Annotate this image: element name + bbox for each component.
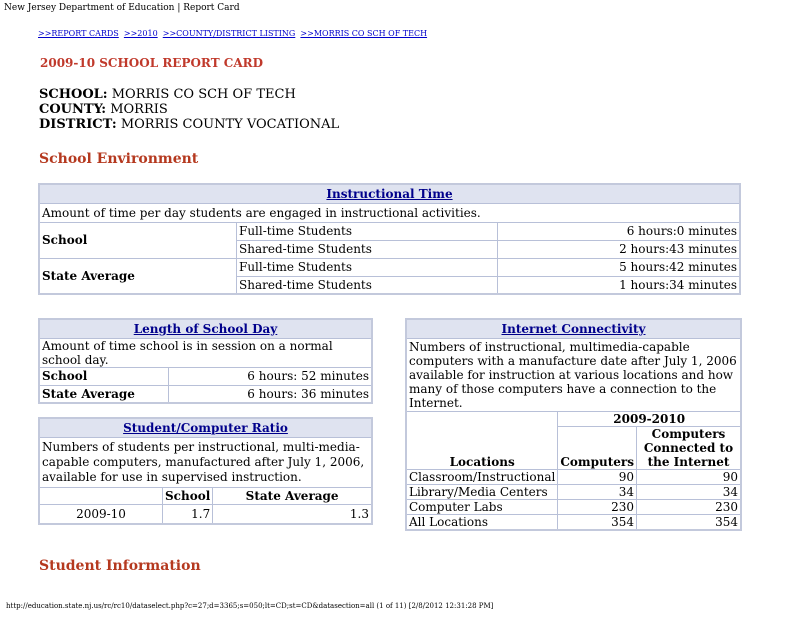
cell-label: Full-time Students [237, 222, 498, 240]
empty-header-cell [39, 487, 163, 504]
cell-value: 6 hours: 36 minutes [169, 385, 373, 403]
student-computer-ratio-link[interactable]: Student/Computer Ratio [123, 420, 288, 435]
district-label: DISTRICT: [39, 117, 117, 132]
district-name: MORRIS COUNTY VOCATIONAL [120, 117, 340, 132]
col-header-school: School [163, 487, 213, 504]
instructional-time-table [38, 183, 741, 295]
cell-value: 1.7 [163, 504, 213, 524]
row-label-state-average: State Average [39, 258, 237, 294]
breadcrumb-report-cards[interactable]: >>REPORT CARDS [38, 29, 119, 38]
cell-value: 2 hours:43 minutes [498, 240, 741, 258]
cell-label: Shared-time Students [237, 240, 498, 258]
section-student-information: Student Information [39, 558, 201, 574]
report-title: 2009-10 SCHOOL REPORT CARD [40, 56, 264, 70]
school-day-length-link[interactable]: Length of School Day [133, 321, 278, 336]
page-footer-url: http://education.state.nj.us/rc/rc10/dataselect.php?c=27;d=3365;s=050;lt=CD;st=CD&datasection=all (1 of 11) [2/8/2012 12:31:28 PM] [6, 602, 494, 610]
breadcrumb-2010[interactable]: >>2010 [123, 29, 158, 38]
row-label-state-average: State Average [39, 385, 169, 403]
col-header-connected: Computers Connected to the Internet [636, 426, 741, 469]
table-header [39, 319, 372, 338]
year-cell: 2009-10 [39, 504, 163, 524]
table-header [406, 319, 741, 338]
internet-connectivity-table [405, 318, 742, 531]
table-header [39, 418, 372, 437]
school-day-length-table [38, 318, 373, 404]
col-header-state-average: State Average [213, 487, 372, 504]
col-header-locations: Locations [406, 411, 558, 469]
computers-cell: 230 [558, 499, 637, 514]
table-header [39, 184, 740, 203]
connected-cell: 34 [636, 484, 741, 499]
breadcrumb-school[interactable]: >>MORRIS CO SCH OF TECH [300, 29, 428, 38]
cell-value: 6 hours: 52 minutes [169, 367, 373, 385]
table-description: Numbers of instructional, multimedia-capable computers with a manufacture date after July 1, 2006 available for instruction at various locations and how many of those computers have a connection to the Internet. [406, 338, 741, 411]
table-description: Amount of time per day students are engaged in instructional activities. [39, 203, 740, 222]
connected-cell: 90 [636, 469, 741, 484]
computers-cell: 90 [558, 469, 637, 484]
browser-title: New Jersey Department of Education | Report Card [4, 3, 240, 13]
location-cell: Classroom/Instructional [406, 469, 558, 484]
instructional-time-link[interactable]: Instructional Time [326, 186, 453, 201]
col-header-computers: Computers [558, 426, 637, 469]
student-computer-ratio-table [38, 417, 373, 525]
row-label-school: School [39, 222, 237, 258]
location-cell: Computer Labs [406, 499, 558, 514]
location-cell: Library/Media Centers [406, 484, 558, 499]
year-header: 2009-2010 [558, 411, 741, 426]
location-cell: All Locations [406, 514, 558, 530]
computers-cell: 354 [558, 514, 637, 530]
breadcrumb [38, 29, 427, 38]
table-description: Numbers of students per instructional, multi-media-capable computers, manufactured after July 1, 2006, available for use in supervised instruction. [39, 437, 372, 487]
section-school-environment: School Environment [39, 151, 199, 167]
internet-connectivity-link[interactable]: Internet Connectivity [501, 321, 646, 336]
cell-label: Full-time Students [237, 258, 498, 276]
county-label: COUNTY: [39, 102, 107, 117]
cell-value: 6 hours:0 minutes [498, 222, 741, 240]
school-label: SCHOOL: [39, 87, 108, 102]
cell-value: 5 hours:42 minutes [498, 258, 741, 276]
cell-value: 1 hours:34 minutes [498, 276, 741, 294]
connected-cell: 354 [636, 514, 741, 530]
connected-cell: 230 [636, 499, 741, 514]
cell-value: 1.3 [213, 504, 372, 524]
county-name: MORRIS [110, 102, 168, 117]
table-description: Amount of time school is in session on a normal school day. [39, 338, 372, 367]
row-label-school: School [39, 367, 169, 385]
school-name: MORRIS CO SCH OF TECH [111, 87, 296, 102]
cell-label: Shared-time Students [237, 276, 498, 294]
computers-cell: 34 [558, 484, 637, 499]
breadcrumb-county-listing[interactable]: >>COUNTY/DISTRICT LISTING [162, 29, 296, 38]
school-info [39, 87, 339, 132]
